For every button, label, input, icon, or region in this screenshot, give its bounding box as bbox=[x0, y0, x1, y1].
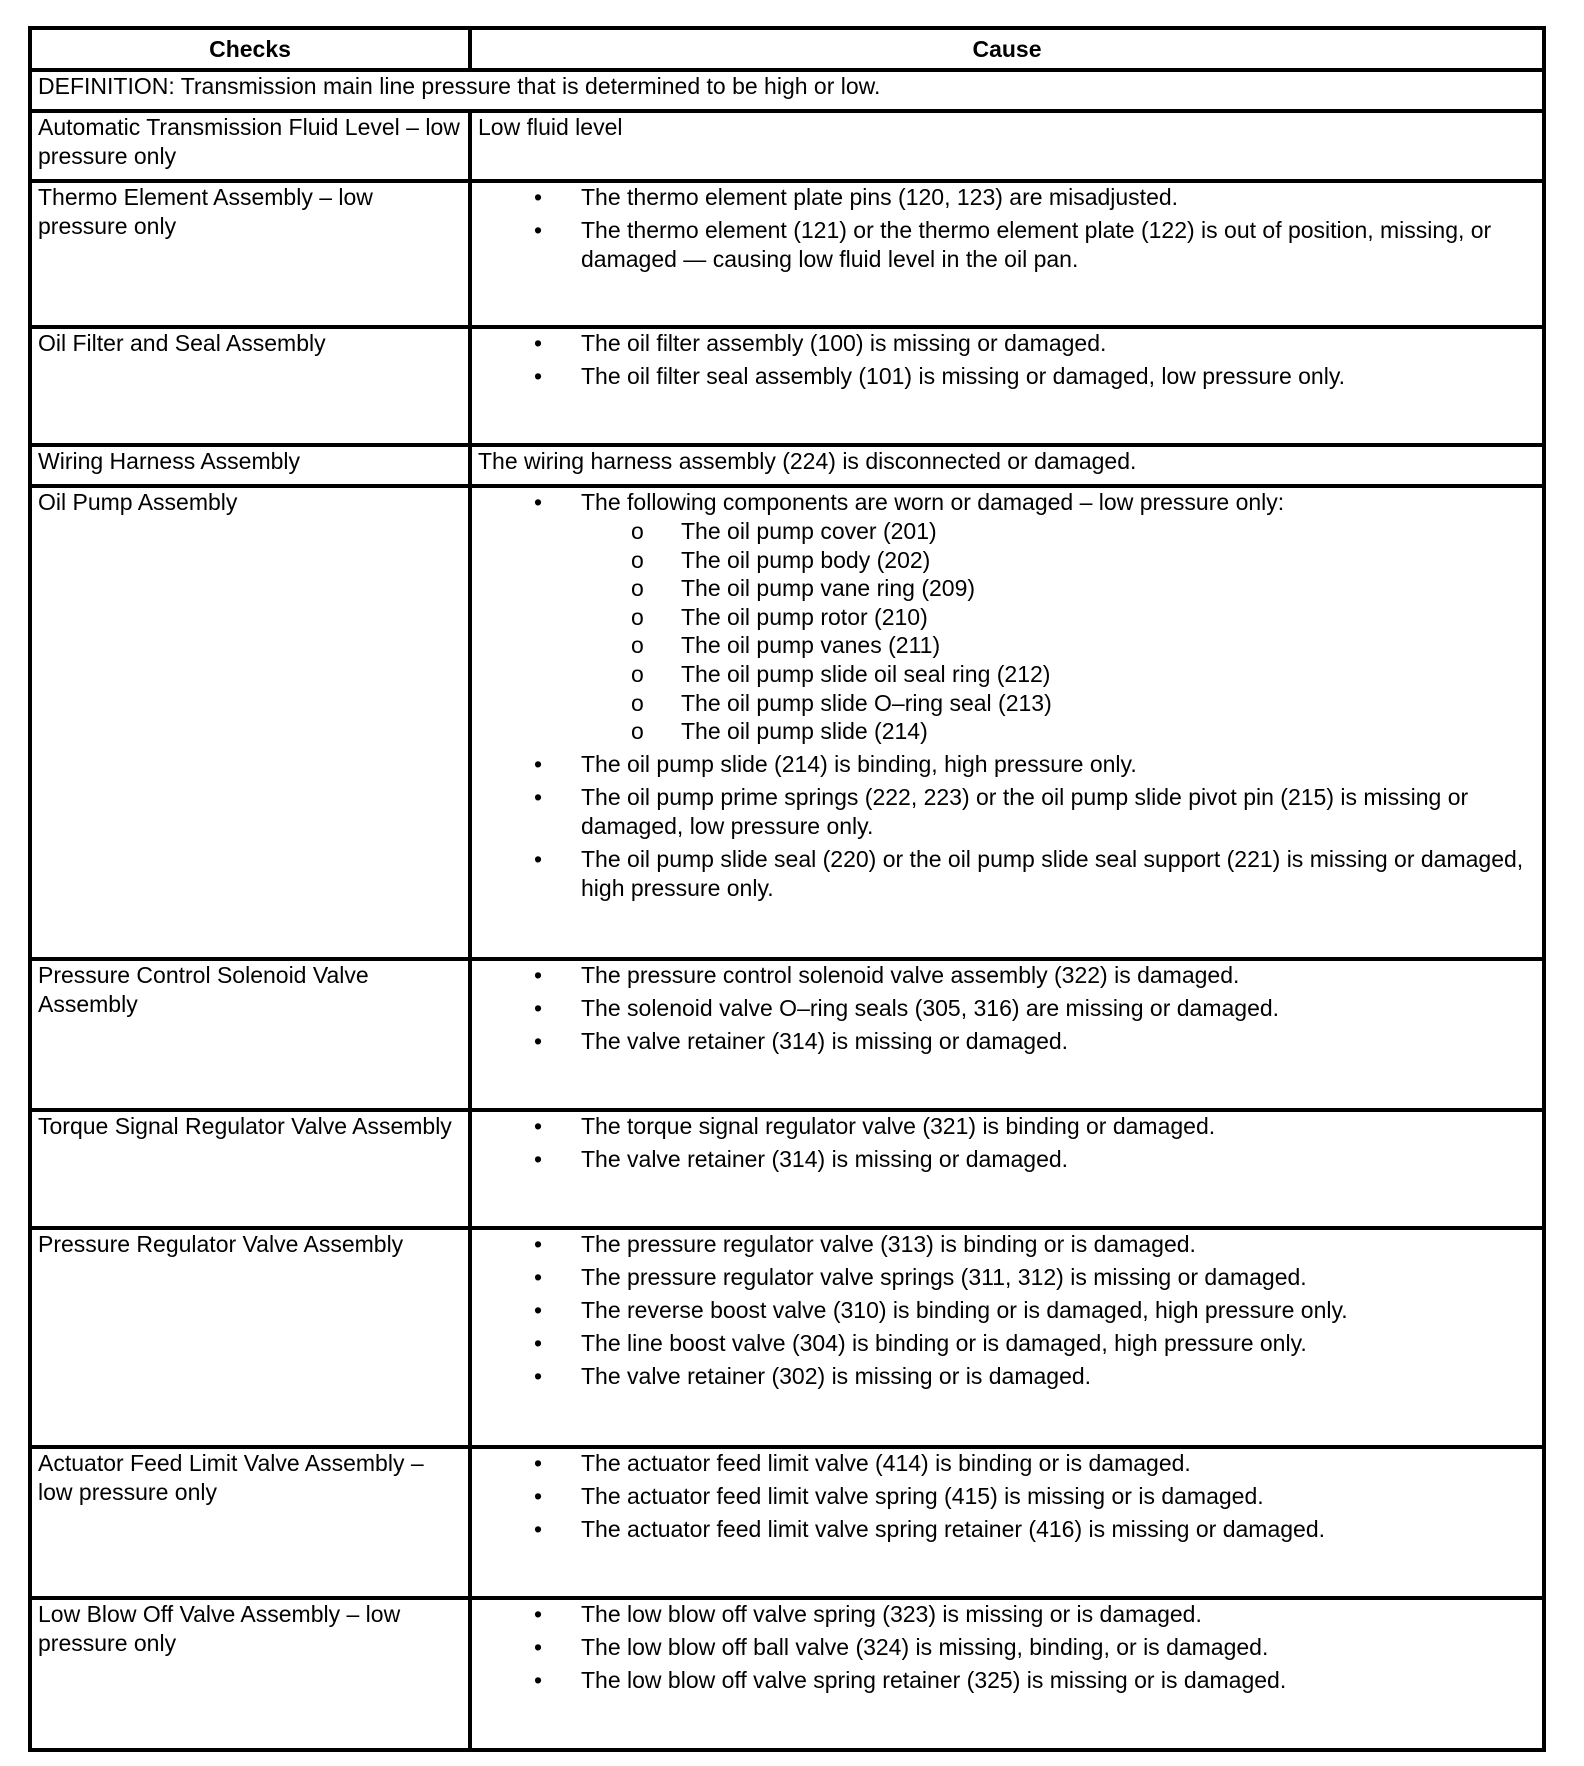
table-row bbox=[30, 111, 1544, 181]
cause-item: • The oil pump slide seal (220) or the oil pump slide seal support (221) is missing or damaged, high pressure only. bbox=[478, 845, 1536, 903]
component-item: o The oil pump rotor (210) bbox=[581, 603, 1536, 632]
cause-item: • The oil filter seal assembly (101) is missing or damaged, low pressure only. bbox=[478, 362, 1536, 391]
component-item: o The oil pump vane ring (209) bbox=[581, 574, 1536, 603]
cause-cell bbox=[470, 486, 1544, 959]
cause-item: • The pressure control solenoid valve assembly (322) is damaged. bbox=[478, 961, 1536, 990]
cause-item bbox=[478, 488, 1536, 746]
cause-item: • The actuator feed limit valve spring (415) is missing or is damaged. bbox=[478, 1482, 1536, 1511]
cause-cell bbox=[470, 1598, 1544, 1750]
cause-list bbox=[478, 329, 1536, 391]
cause-cell bbox=[470, 959, 1544, 1110]
component-item: o The oil pump slide (214) bbox=[581, 717, 1536, 746]
cause-cell: The wiring harness assembly (224) is disconnected or damaged. bbox=[470, 445, 1544, 486]
cause-list bbox=[478, 1112, 1536, 1174]
cause-cell bbox=[470, 1447, 1544, 1598]
component-list bbox=[581, 517, 1536, 746]
cause-item: • The actuator feed limit valve (414) is binding or is damaged. bbox=[478, 1449, 1536, 1478]
cause-cell bbox=[470, 181, 1544, 327]
cause-cell bbox=[470, 327, 1544, 445]
table-row bbox=[30, 1447, 1544, 1598]
cause-item: • The valve retainer (314) is missing or damaged. bbox=[478, 1027, 1536, 1056]
table-row bbox=[30, 1598, 1544, 1750]
cause-item: • The line boost valve (304) is binding or is damaged, high pressure only. bbox=[478, 1329, 1536, 1358]
component-item: o The oil pump vanes (211) bbox=[581, 631, 1536, 660]
cause-list bbox=[478, 961, 1536, 1056]
cause-item: • The oil pump slide (214) is binding, high pressure only. bbox=[478, 750, 1536, 779]
cause-item: • The thermo element (121) or the thermo element plate (122) is out of position, missing, or damaged — causing low fluid level in the oil pan. bbox=[478, 216, 1536, 274]
check-cell: Automatic Transmission Fluid Level – low pressure only bbox=[30, 111, 470, 181]
cause-item: • The solenoid valve O–ring seals (305, 316) are missing or damaged. bbox=[478, 994, 1536, 1023]
cause-item-text: The following components are worn or damaged – low pressure only: bbox=[581, 489, 1285, 515]
cause-item: • The valve retainer (314) is missing or damaged. bbox=[478, 1145, 1536, 1174]
table-row bbox=[30, 1228, 1544, 1447]
definition-row bbox=[30, 70, 1544, 111]
cause-item: • The reverse boost valve (310) is binding or is damaged, high pressure only. bbox=[478, 1296, 1536, 1325]
cause-item: • The low blow off ball valve (324) is missing, binding, or is damaged. bbox=[478, 1633, 1536, 1662]
table-row bbox=[30, 181, 1544, 327]
cause-item: • The thermo element plate pins (120, 123) are misadjusted. bbox=[478, 183, 1536, 212]
cause-item: • The low blow off valve spring (323) is missing or is damaged. bbox=[478, 1600, 1536, 1629]
cause-list bbox=[478, 1230, 1536, 1391]
check-cell: Actuator Feed Limit Valve Assembly – low pressure only bbox=[30, 1447, 470, 1598]
table-row bbox=[30, 1110, 1544, 1228]
check-cell: Pressure Regulator Valve Assembly bbox=[30, 1228, 470, 1447]
cause-list bbox=[478, 183, 1536, 274]
table-row bbox=[30, 959, 1544, 1110]
cause-item: • The oil pump prime springs (222, 223) or the oil pump slide pivot pin (215) is missing or damaged, low pressure only. bbox=[478, 783, 1536, 841]
cause-cell: Low fluid level bbox=[470, 111, 1544, 181]
check-cell: Thermo Element Assembly – low pressure only bbox=[30, 181, 470, 327]
component-item: o The oil pump slide oil seal ring (212) bbox=[581, 660, 1536, 689]
component-item: o The oil pump body (202) bbox=[581, 546, 1536, 575]
check-cell: Torque Signal Regulator Valve Assembly bbox=[30, 1110, 470, 1228]
cause-list bbox=[478, 1449, 1536, 1544]
component-item: o The oil pump cover (201) bbox=[581, 517, 1536, 546]
header-cause: Cause bbox=[470, 28, 1544, 70]
component-item: o The oil pump slide O–ring seal (213) bbox=[581, 689, 1536, 718]
cause-item: • The oil filter assembly (100) is missing or damaged. bbox=[478, 329, 1536, 358]
cause-item: • The pressure regulator valve (313) is binding or is damaged. bbox=[478, 1230, 1536, 1259]
check-cell: Oil Filter and Seal Assembly bbox=[30, 327, 470, 445]
cause-item: • The torque signal regulator valve (321) is binding or damaged. bbox=[478, 1112, 1536, 1141]
cause-list bbox=[478, 1600, 1536, 1695]
cause-item: • The actuator feed limit valve spring retainer (416) is missing or damaged. bbox=[478, 1515, 1536, 1544]
check-cell: Oil Pump Assembly bbox=[30, 486, 470, 959]
header-checks: Checks bbox=[30, 28, 470, 70]
cause-item: • The low blow off valve spring retainer (325) is missing or is damaged. bbox=[478, 1666, 1536, 1695]
table-row bbox=[30, 327, 1544, 445]
table-row bbox=[30, 445, 1544, 486]
cause-list bbox=[478, 488, 1536, 903]
check-cell: Low Blow Off Valve Assembly – low pressure only bbox=[30, 1598, 470, 1750]
cause-cell bbox=[470, 1228, 1544, 1447]
cause-cell bbox=[470, 1110, 1544, 1228]
header-row bbox=[30, 28, 1544, 70]
definition-text: DEFINITION: Transmission main line pressure that is determined to be high or low. bbox=[30, 70, 1544, 111]
cause-item: • The pressure regulator valve springs (311, 312) is missing or damaged. bbox=[478, 1263, 1536, 1292]
diagnostic-table bbox=[28, 26, 1546, 1752]
table-row bbox=[30, 486, 1544, 959]
check-cell: Wiring Harness Assembly bbox=[30, 445, 470, 486]
cause-item: • The valve retainer (302) is missing or is damaged. bbox=[478, 1362, 1536, 1391]
check-cell: Pressure Control Solenoid Valve Assembly bbox=[30, 959, 470, 1110]
